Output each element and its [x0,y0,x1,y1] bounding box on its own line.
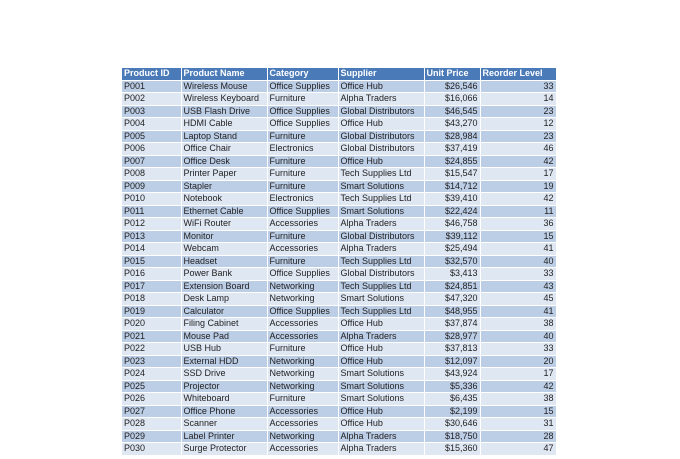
cell-supplier: Tech Supplies Ltd [338,193,424,206]
cell-reorder-level: 36 [480,218,556,231]
cell-product-id: P010 [122,193,181,206]
cell-product-id: P019 [122,305,181,318]
cell-unit-price: $37,813 [424,343,480,356]
cell-product-name: Power Bank [181,268,267,281]
table-row [122,80,556,93]
cell-product-id: P024 [122,368,181,381]
cell-category: Furniture [267,393,338,406]
cell-product-id: P025 [122,380,181,393]
cell-supplier: Tech Supplies Ltd [338,305,424,318]
cell-reorder-level: 38 [480,318,556,331]
cell-category: Office Supplies [267,205,338,218]
cell-category: Networking [267,380,338,393]
table-row [122,405,556,418]
table-header-row [122,68,556,80]
cell-category: Networking [267,368,338,381]
cell-category: Furniture [267,255,338,268]
cell-product-id: P027 [122,405,181,418]
cell-product-name: Scanner [181,418,267,431]
cell-product-name: Calculator [181,305,267,318]
cell-supplier: Global Distributors [338,230,424,243]
table-row [122,118,556,131]
cell-supplier: Global Distributors [338,268,424,281]
table-row [122,305,556,318]
cell-product-id: P008 [122,168,181,181]
cell-reorder-level: 12 [480,118,556,131]
cell-product-id: P004 [122,118,181,131]
cell-category: Electronics [267,193,338,206]
cell-product-id: P022 [122,343,181,356]
cell-supplier: Smart Solutions [338,293,424,306]
cell-supplier: Office Hub [338,355,424,368]
cell-product-id: P021 [122,330,181,343]
cell-unit-price: $24,855 [424,155,480,168]
cell-reorder-level: 45 [480,293,556,306]
cell-category: Furniture [267,168,338,181]
cell-product-name: Notebook [181,193,267,206]
cell-unit-price: $32,570 [424,255,480,268]
cell-unit-price: $39,112 [424,230,480,243]
header-reorder-level: Reorder Level [480,68,556,80]
cell-product-id: P006 [122,143,181,156]
cell-unit-price: $26,546 [424,80,480,93]
cell-product-id: P023 [122,355,181,368]
cell-category: Accessories [267,218,338,231]
cell-reorder-level: 41 [480,305,556,318]
cell-product-name: Webcam [181,243,267,256]
cell-product-name: SSD Drive [181,368,267,381]
table-row [122,193,556,206]
cell-category: Office Supplies [267,105,338,118]
cell-supplier: Office Hub [338,318,424,331]
cell-reorder-level: 43 [480,280,556,293]
cell-unit-price: $46,545 [424,105,480,118]
cell-reorder-level: 46 [480,143,556,156]
cell-product-name: Projector [181,380,267,393]
header-product-id: Product ID [122,68,181,80]
table-row [122,393,556,406]
cell-reorder-level: 14 [480,93,556,106]
cell-reorder-level: 38 [480,393,556,406]
cell-supplier: Alpha Traders [338,218,424,231]
cell-supplier: Office Hub [338,80,424,93]
cell-unit-price: $12,097 [424,355,480,368]
cell-reorder-level: 11 [480,205,556,218]
cell-reorder-level: 42 [480,380,556,393]
cell-product-name: Stapler [181,180,267,193]
cell-reorder-level: 17 [480,168,556,181]
cell-reorder-level: 40 [480,330,556,343]
cell-product-name: Filing Cabinet [181,318,267,331]
cell-supplier: Tech Supplies Ltd [338,280,424,293]
cell-product-id: P007 [122,155,181,168]
cell-category: Furniture [267,230,338,243]
cell-unit-price: $2,199 [424,405,480,418]
cell-product-name: Wireless Mouse [181,80,267,93]
cell-unit-price: $25,494 [424,243,480,256]
cell-product-id: P017 [122,280,181,293]
cell-unit-price: $46,758 [424,218,480,231]
cell-reorder-level: 17 [480,368,556,381]
cell-reorder-level: 33 [480,343,556,356]
cell-product-name: Wireless Keyboard [181,93,267,106]
cell-unit-price: $43,924 [424,368,480,381]
cell-category: Furniture [267,93,338,106]
cell-product-name: Ethernet Cable [181,205,267,218]
cell-product-id: P015 [122,255,181,268]
cell-category: Office Supplies [267,268,338,281]
cell-product-id: P002 [122,93,181,106]
cell-product-name: USB Flash Drive [181,105,267,118]
cell-supplier: Alpha Traders [338,93,424,106]
table-row [122,255,556,268]
table-row [122,93,556,106]
cell-product-id: P016 [122,268,181,281]
cell-unit-price: $14,712 [424,180,480,193]
table-row [122,243,556,256]
cell-category: Office Supplies [267,118,338,131]
cell-unit-price: $48,955 [424,305,480,318]
cell-reorder-level: 31 [480,418,556,431]
cell-supplier: Tech Supplies Ltd [338,168,424,181]
cell-unit-price: $28,984 [424,130,480,143]
table-row [122,105,556,118]
cell-supplier: Office Hub [338,405,424,418]
product-table [122,68,557,456]
cell-supplier: Global Distributors [338,143,424,156]
cell-category: Accessories [267,443,338,456]
cell-product-id: P011 [122,205,181,218]
cell-supplier: Office Hub [338,118,424,131]
cell-unit-price: $15,547 [424,168,480,181]
cell-reorder-level: 40 [480,255,556,268]
cell-supplier: Office Hub [338,155,424,168]
cell-category: Accessories [267,318,338,331]
table-row [122,205,556,218]
cell-product-name: External HDD [181,355,267,368]
cell-reorder-level: 42 [480,155,556,168]
cell-supplier: Smart Solutions [338,205,424,218]
cell-category: Office Supplies [267,80,338,93]
cell-reorder-level: 41 [480,243,556,256]
table-row [122,430,556,443]
cell-unit-price: $39,410 [424,193,480,206]
cell-category: Networking [267,280,338,293]
cell-product-name: Desk Lamp [181,293,267,306]
cell-product-name: Laptop Stand [181,130,267,143]
cell-category: Networking [267,430,338,443]
cell-supplier: Alpha Traders [338,330,424,343]
cell-unit-price: $24,851 [424,280,480,293]
table-row [122,355,556,368]
cell-unit-price: $15,360 [424,443,480,456]
table-row [122,180,556,193]
cell-unit-price: $16,066 [424,93,480,106]
cell-product-name: USB Hub [181,343,267,356]
cell-unit-price: $6,435 [424,393,480,406]
cell-category: Furniture [267,130,338,143]
cell-reorder-level: 42 [480,193,556,206]
cell-category: Furniture [267,155,338,168]
table-row [122,368,556,381]
table-row [122,293,556,306]
table-row [122,318,556,331]
cell-product-id: P029 [122,430,181,443]
cell-reorder-level: 28 [480,430,556,443]
cell-product-name: Label Printer [181,430,267,443]
cell-category: Office Supplies [267,305,338,318]
cell-category: Accessories [267,330,338,343]
cell-product-name: Office Desk [181,155,267,168]
cell-supplier: Alpha Traders [338,243,424,256]
table-row [122,330,556,343]
table-row [122,380,556,393]
cell-unit-price: $30,646 [424,418,480,431]
table-row [122,218,556,231]
cell-product-name: Whiteboard [181,393,267,406]
cell-product-id: P001 [122,80,181,93]
cell-category: Electronics [267,143,338,156]
cell-reorder-level: 33 [480,80,556,93]
cell-product-id: P013 [122,230,181,243]
table-row [122,155,556,168]
cell-category: Accessories [267,405,338,418]
cell-supplier: Alpha Traders [338,430,424,443]
cell-product-name: HDMI Cable [181,118,267,131]
cell-unit-price: $37,419 [424,143,480,156]
cell-product-id: P009 [122,180,181,193]
cell-category: Furniture [267,180,338,193]
table-row [122,130,556,143]
cell-supplier: Smart Solutions [338,380,424,393]
cell-product-name: Mouse Pad [181,330,267,343]
cell-product-id: P003 [122,105,181,118]
cell-product-id: P005 [122,130,181,143]
cell-unit-price: $43,270 [424,118,480,131]
cell-unit-price: $28,977 [424,330,480,343]
table-row [122,168,556,181]
cell-supplier: Alpha Traders [338,443,424,456]
cell-product-id: P020 [122,318,181,331]
cell-unit-price: $3,413 [424,268,480,281]
cell-category: Networking [267,355,338,368]
table-row [122,280,556,293]
header-unit-price: Unit Price [424,68,480,80]
cell-category: Accessories [267,418,338,431]
cell-reorder-level: 33 [480,268,556,281]
cell-unit-price: $47,320 [424,293,480,306]
cell-product-name: Headset [181,255,267,268]
cell-product-id: P028 [122,418,181,431]
cell-product-name: Office Phone [181,405,267,418]
cell-reorder-level: 20 [480,355,556,368]
cell-unit-price: $37,874 [424,318,480,331]
cell-supplier: Smart Solutions [338,368,424,381]
header-category: Category [267,68,338,80]
cell-product-name: Office Chair [181,143,267,156]
header-product-name: Product Name [181,68,267,80]
cell-reorder-level: 19 [480,180,556,193]
table-row [122,418,556,431]
cell-product-name: Extension Board [181,280,267,293]
cell-product-name: Surge Protector [181,443,267,456]
cell-reorder-level: 47 [480,443,556,456]
cell-product-id: P012 [122,218,181,231]
cell-supplier: Global Distributors [338,105,424,118]
table-row [122,443,556,456]
cell-category: Networking [267,293,338,306]
cell-product-id: P030 [122,443,181,456]
cell-supplier: Office Hub [338,343,424,356]
cell-supplier: Global Distributors [338,130,424,143]
cell-unit-price: $5,336 [424,380,480,393]
cell-unit-price: $22,424 [424,205,480,218]
cell-product-name: Monitor [181,230,267,243]
cell-reorder-level: 23 [480,105,556,118]
cell-unit-price: $18,750 [424,430,480,443]
cell-supplier: Smart Solutions [338,180,424,193]
cell-supplier: Tech Supplies Ltd [338,255,424,268]
table-row [122,143,556,156]
cell-supplier: Office Hub [338,418,424,431]
cell-product-id: P018 [122,293,181,306]
table-row [122,343,556,356]
cell-product-id: P014 [122,243,181,256]
table-row [122,230,556,243]
table-row [122,268,556,281]
header-supplier: Supplier [338,68,424,80]
cell-category: Furniture [267,343,338,356]
cell-supplier: Smart Solutions [338,393,424,406]
cell-reorder-level: 23 [480,130,556,143]
cell-product-name: Printer Paper [181,168,267,181]
cell-reorder-level: 15 [480,405,556,418]
cell-product-id: P026 [122,393,181,406]
cell-reorder-level: 15 [480,230,556,243]
cell-product-name: WiFi Router [181,218,267,231]
cell-category: Accessories [267,243,338,256]
